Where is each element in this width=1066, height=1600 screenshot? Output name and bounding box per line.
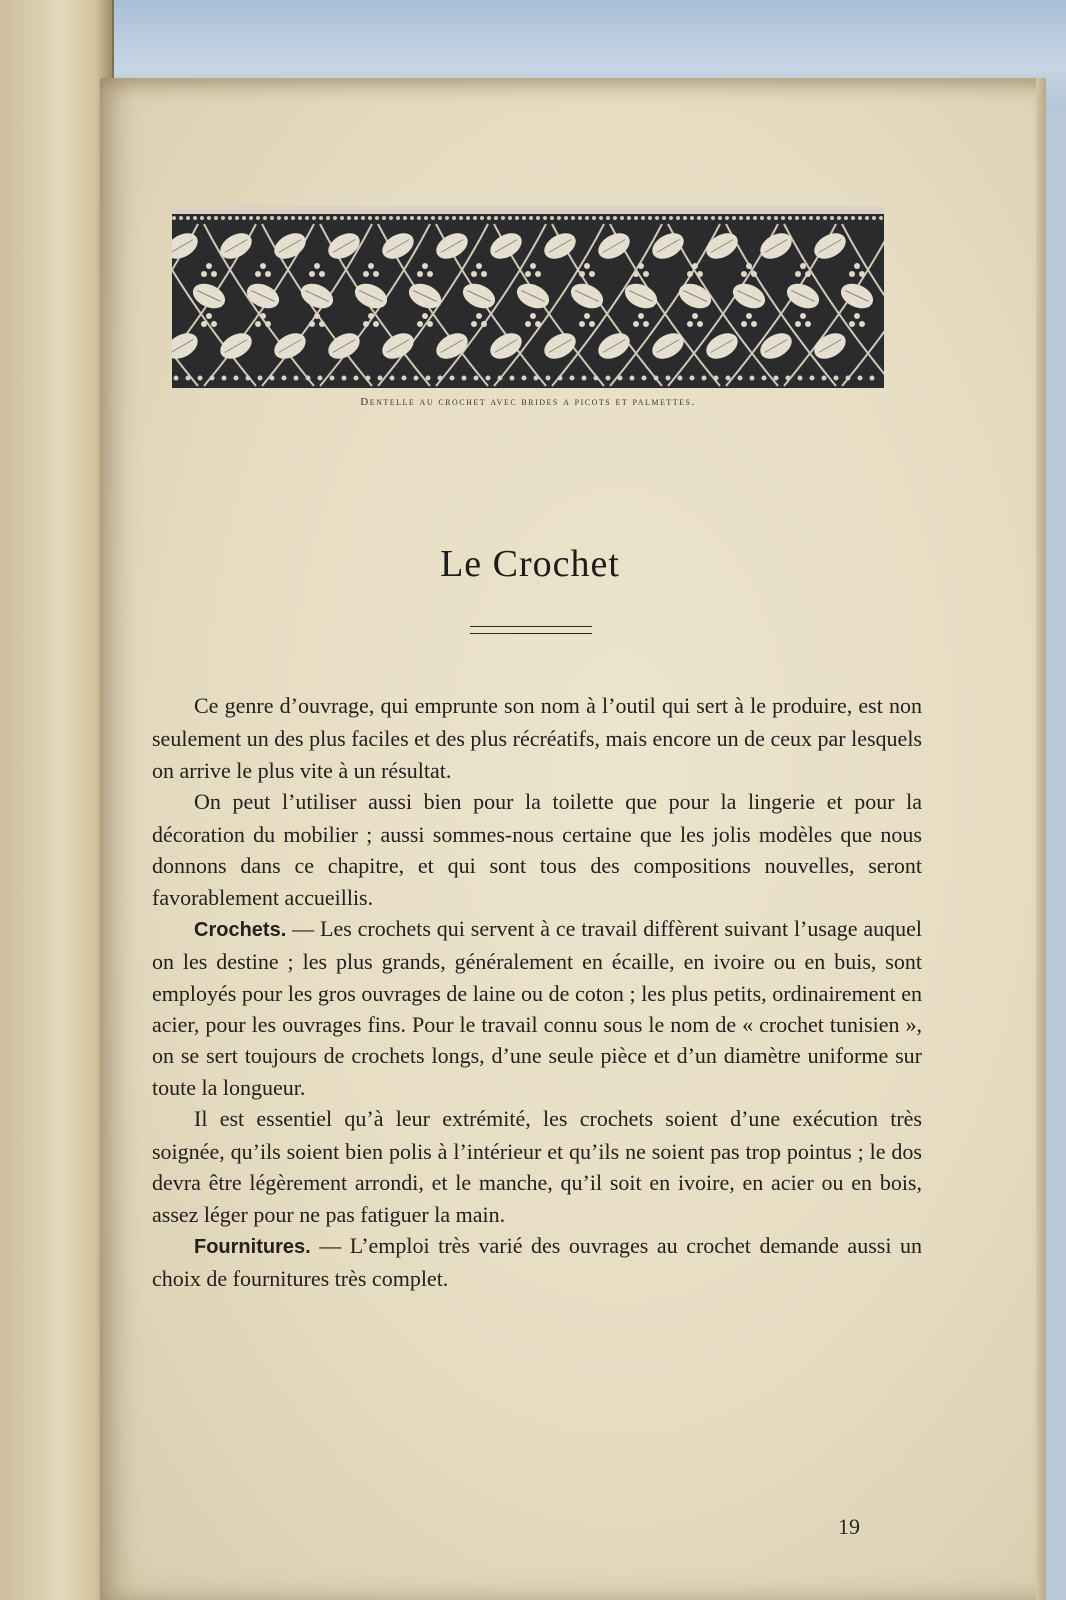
chapter-title: Le Crochet bbox=[440, 543, 620, 585]
paragraph-2 bbox=[152, 786, 922, 913]
paragraph-text: On peut l’utiliser aussi bien pour la toilette que pour la lingerie et pour la décoration du mobilier ; aussi sommes-nous certaine que les jolis modèles que nous donnons dans ce chapitre, et qui sont tous des compositions nouvelles, seront favorablement accueillis. bbox=[152, 788, 922, 910]
paragraph-lead: Fournitures. bbox=[194, 1236, 311, 1259]
paragraph-text: — L’emploi très varié des ouvrages au crochet demande aussi un choix de fournitures très complet. bbox=[152, 1233, 922, 1292]
body-text bbox=[152, 690, 922, 1295]
title-double-rule bbox=[470, 626, 592, 634]
paragraph-3 bbox=[152, 913, 922, 1103]
paragraph-lead: Crochets. bbox=[194, 919, 287, 942]
lace-pattern-graphic bbox=[172, 206, 884, 388]
left-page-edge bbox=[0, 0, 114, 1600]
paragraph-5 bbox=[152, 1230, 922, 1295]
illustration-caption: Dentelle au crochet avec brides a picots et palmettes. bbox=[360, 396, 696, 408]
page-fore-edge bbox=[1036, 78, 1046, 1600]
lace-illustration bbox=[172, 206, 884, 388]
paragraph-4 bbox=[152, 1103, 922, 1230]
paragraph-text: — Les crochets qui servent à ce travail diffèrent suivant l’usage auquel on les destine ; les plus grands, généralement en écaille, en ivoire ou en buis, sont employés pour les gros ouvrages de laine ou de coton ; les plus petits, ordinairement en acier, pour les ouvrages fins. Pour le travail connu sous le nom de « crochet tunisien », on se sert toujours de crochets longs, d’une seule pièce et d’un diamètre uniforme sur toute la longueur. bbox=[152, 916, 922, 1100]
book-page bbox=[100, 78, 1046, 1600]
paragraph-text: Ce genre d’ouvrage, qui emprunte son nom à l’outil qui sert à le produire, est non seulement un des plus faciles et des plus récréatifs, mais encore un de ceux par lesquels on arrive le plus vite à un résultat. bbox=[152, 693, 922, 783]
page-number: 19 bbox=[838, 1514, 860, 1539]
paragraph-1 bbox=[152, 690, 922, 786]
paragraph-text: Il est essentiel qu’à leur extrémité, les crochets soient d’une exécution très soignée, qu’ils soient bien polis à l’intérieur et qu’ils ne soient pas trop pointus ; le dos devra être légèrement arrondi, et le manche, qu’il soit en ivoire, en acier ou en bois, assez léger pour ne pas fatiguer la main. bbox=[152, 1105, 922, 1227]
